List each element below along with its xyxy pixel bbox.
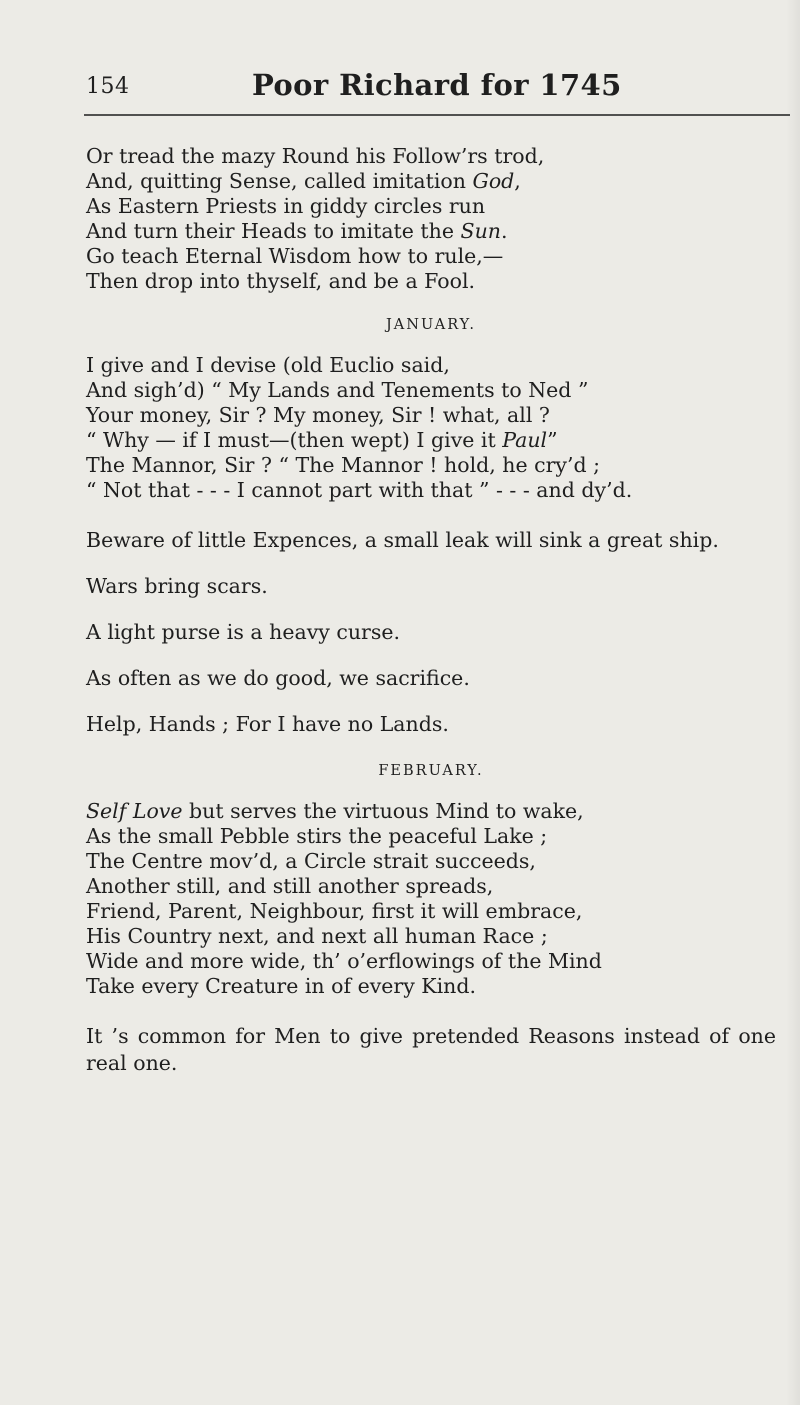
verse-line xyxy=(86,144,776,169)
verse-text: “ Why — if I must—(then wept) I give it xyxy=(86,428,503,452)
maxim: Wars bring scars. xyxy=(86,574,268,598)
verse-text: “ Not that - - - I cannot part with that ” - - - and dy’d. xyxy=(86,478,633,502)
verse-text: And sigh’d) “ My Lands and Tenements to Ned ” xyxy=(86,378,589,402)
italic-word: Sun xyxy=(460,219,501,243)
verse-line xyxy=(86,194,776,219)
verse-text: but serves the virtuous Mind to wake, xyxy=(182,799,584,823)
italic-word: Paul xyxy=(502,428,548,452)
verse-line xyxy=(86,353,776,378)
page-content xyxy=(86,144,776,1077)
verse-line xyxy=(86,478,776,503)
header-rule xyxy=(84,114,790,116)
verse-text: Your money, Sir ? My money, Sir ! what, all ? xyxy=(86,403,550,427)
verse-text: Then drop into thyself, and be a Fool. xyxy=(86,269,476,293)
verse-line xyxy=(86,269,776,294)
verse-line xyxy=(86,428,776,453)
verse-text: As the small Pebble stirs the peaceful Lake ; xyxy=(86,824,548,848)
verse-line xyxy=(86,949,776,974)
verse-text: His Country next, and next all human Race ; xyxy=(86,924,548,948)
maxim: As often as we do good, we sacrifice. xyxy=(86,666,470,690)
verse-text: Another still, and still another spreads, xyxy=(86,874,494,898)
verse-text: The Mannor, Sir ? “ The Mannor ! hold, he cry’d ; xyxy=(86,453,601,477)
verse-text: . xyxy=(500,219,508,243)
heading-january: JANUARY. xyxy=(385,317,476,333)
italic-word: God xyxy=(472,169,515,193)
maxim: Beware of little Expences, a small leak will sink a great ship. xyxy=(86,528,719,552)
verse-text: I give and I devise (old Euclio said, xyxy=(86,353,450,377)
verse-line xyxy=(86,924,776,949)
verse-text: , xyxy=(514,169,521,193)
verse-line xyxy=(86,849,776,874)
verse-line xyxy=(86,453,776,478)
verse-line xyxy=(86,799,776,824)
maxims-february xyxy=(86,1023,776,1077)
italic-word: Self Love xyxy=(86,799,183,823)
verse-line xyxy=(86,244,776,269)
verse-text: Take every Creature in of every Kind. xyxy=(86,974,477,998)
verse-line xyxy=(86,219,776,244)
verse-line xyxy=(86,403,776,428)
verse-line xyxy=(86,899,776,924)
verse-text: ” xyxy=(547,428,558,452)
page-edge-shadow xyxy=(786,0,800,1405)
verse-line xyxy=(86,824,776,849)
verse-text: And turn their Heads to imitate the xyxy=(86,219,461,243)
poem-january xyxy=(86,353,776,503)
verse-text: Friend, Parent, Neighbour, first it will embrace, xyxy=(86,899,583,923)
maxim: A light purse is a heavy curse. xyxy=(86,620,401,644)
poem-february xyxy=(86,799,776,999)
page-number: 154 xyxy=(86,74,130,99)
verse-text: Or tread the mazy Round his Follow’rs trod, xyxy=(86,144,545,168)
running-title: Poor Richard for 1745 xyxy=(252,68,622,102)
verse-text: The Centre mov’d, a Circle strait succeeds, xyxy=(86,849,536,873)
verse-text: Wide and more wide, th’ o’erflowings of the Mind xyxy=(86,949,602,973)
verse-text: As Eastern Priests in giddy circles run xyxy=(86,194,486,218)
verse-text: Go teach Eternal Wisdom how to rule,— xyxy=(86,244,504,268)
verse-text: And, quitting Sense, called imitation xyxy=(86,169,473,193)
verse-line xyxy=(86,169,776,194)
maxims-january xyxy=(86,527,776,738)
verse-line xyxy=(86,378,776,403)
heading-february: FEBRUARY. xyxy=(378,763,484,779)
verse-line xyxy=(86,874,776,899)
maxim: Help, Hands ; For I have no Lands. xyxy=(86,712,449,736)
page-header xyxy=(86,64,786,112)
verse-line xyxy=(86,974,776,999)
maxim: It ’s common for Men to give pretended Reasons instead of one real one. xyxy=(86,1024,776,1075)
poem-opening xyxy=(86,144,776,294)
